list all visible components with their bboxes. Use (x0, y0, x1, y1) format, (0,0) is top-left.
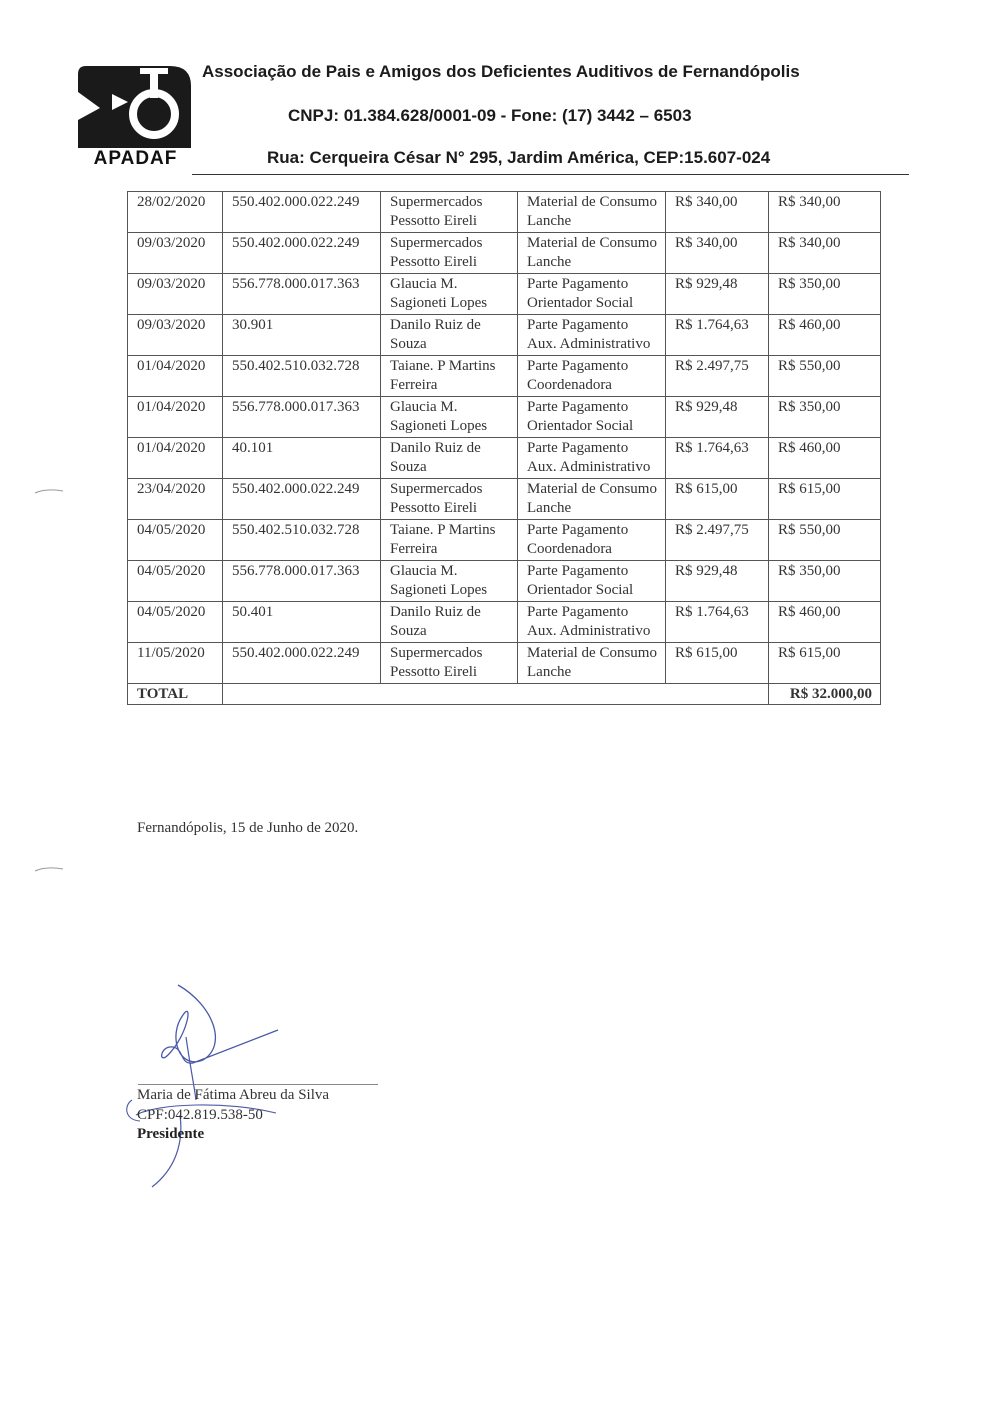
row-supplier: Taiane. P Martins Ferreira (381, 520, 518, 561)
expense-table-body (128, 192, 881, 705)
row-date: 28/02/2020 (128, 192, 223, 233)
total-label: TOTAL (128, 684, 223, 705)
header-divider (192, 174, 909, 175)
table-row (128, 233, 881, 274)
row-description: Parte Pagamento Aux. Administrativo (518, 315, 666, 356)
row-supplier: Danilo Ruiz de Souza (381, 438, 518, 479)
expense-table (127, 191, 881, 705)
row-date: 04/05/2020 (128, 520, 223, 561)
row-description: Parte Pagamento Orientador Social (518, 561, 666, 602)
row-document: 30.901 (223, 315, 381, 356)
row-date: 04/05/2020 (128, 602, 223, 643)
row-description: Parte Pagamento Coordenadora (518, 520, 666, 561)
row-paid-value: R$ 340,00 (769, 192, 881, 233)
place-date: Fernandópolis, 15 de Junho de 2020. (137, 820, 359, 836)
table-row (128, 192, 881, 233)
row-description: Material de Consumo Lanche (518, 479, 666, 520)
table-row (128, 356, 881, 397)
row-paid-value: R$ 460,00 (769, 602, 881, 643)
table-row (128, 438, 881, 479)
row-description: Material de Consumo Lanche (518, 192, 666, 233)
row-date: 01/04/2020 (128, 356, 223, 397)
row-supplier: Glaucia M. Sagioneti Lopes (381, 561, 518, 602)
organization-name: Associação de Pais e Amigos dos Deficientes Auditivos de Fernandópolis (202, 62, 800, 81)
row-supplier: Glaucia M. Sagioneti Lopes (381, 274, 518, 315)
row-supplier: Glaucia M. Sagioneti Lopes (381, 397, 518, 438)
cnpj-phone: CNPJ: 01.384.628/0001-09 - Fone: (17) 3442 – 6503 (288, 106, 692, 125)
row-date: 04/05/2020 (128, 561, 223, 602)
logo-wordmark: APADAF (93, 148, 178, 169)
row-document-value: R$ 340,00 (666, 233, 769, 274)
signer-cpf: CPF:042.819.538-50 (137, 1107, 263, 1123)
row-document-value: R$ 929,48 (666, 561, 769, 602)
row-document: 550.402.510.032.728 (223, 520, 381, 561)
row-paid-value: R$ 550,00 (769, 520, 881, 561)
row-document: 40.101 (223, 438, 381, 479)
row-description: Parte Pagamento Coordenadora (518, 356, 666, 397)
row-supplier: Taiane. P Martins Ferreira (381, 356, 518, 397)
total-spacer (223, 684, 769, 705)
table-row (128, 602, 881, 643)
signer-role: Presidente (137, 1126, 205, 1142)
total-row (128, 684, 881, 705)
row-paid-value: R$ 350,00 (769, 397, 881, 438)
row-paid-value: R$ 350,00 (769, 274, 881, 315)
row-document-value: R$ 340,00 (666, 192, 769, 233)
row-paid-value: R$ 460,00 (769, 438, 881, 479)
row-document: 550.402.000.022.249 (223, 192, 381, 233)
row-document-value: R$ 1.764,63 (666, 602, 769, 643)
row-paid-value: R$ 350,00 (769, 561, 881, 602)
row-paid-value: R$ 615,00 (769, 479, 881, 520)
row-document: 550.402.000.022.249 (223, 479, 381, 520)
row-document-value: R$ 929,48 (666, 274, 769, 315)
row-document-value: R$ 1.764,63 (666, 438, 769, 479)
row-document: 550.402.000.022.249 (223, 643, 381, 684)
table-row (128, 520, 881, 561)
row-supplier: Danilo Ruiz de Souza (381, 315, 518, 356)
row-document: 556.778.000.017.363 (223, 274, 381, 315)
row-document: 50.401 (223, 602, 381, 643)
row-supplier: Supermercados Pessotto Eireli (381, 643, 518, 684)
table-row (128, 315, 881, 356)
row-description: Material de Consumo Lanche (518, 643, 666, 684)
row-supplier: Supermercados Pessotto Eireli (381, 479, 518, 520)
table-row (128, 643, 881, 684)
row-date: 23/04/2020 (128, 479, 223, 520)
scan-mark-icon (34, 866, 64, 872)
row-supplier: Danilo Ruiz de Souza (381, 602, 518, 643)
row-supplier: Supermercados Pessotto Eireli (381, 192, 518, 233)
table-row (128, 397, 881, 438)
row-document-value: R$ 1.764,63 (666, 315, 769, 356)
row-document-value: R$ 2.497,75 (666, 356, 769, 397)
row-paid-value: R$ 550,00 (769, 356, 881, 397)
row-supplier: Supermercados Pessotto Eireli (381, 233, 518, 274)
row-description: Parte Pagamento Orientador Social (518, 397, 666, 438)
row-document-value: R$ 615,00 (666, 479, 769, 520)
row-date: 09/03/2020 (128, 233, 223, 274)
scan-mark-icon (34, 488, 64, 494)
row-description: Parte Pagamento Aux. Administrativo (518, 602, 666, 643)
row-paid-value: R$ 615,00 (769, 643, 881, 684)
table-row (128, 274, 881, 315)
row-document: 556.778.000.017.363 (223, 397, 381, 438)
row-document-value: R$ 2.497,75 (666, 520, 769, 561)
row-description: Parte Pagamento Orientador Social (518, 274, 666, 315)
handwritten-signature-icon (118, 975, 298, 1195)
row-description: Material de Consumo Lanche (518, 233, 666, 274)
address: Rua: Cerqueira César N° 295, Jardim América, CEP:15.607-024 (267, 148, 771, 167)
row-date: 09/03/2020 (128, 274, 223, 315)
total-value: R$ 32.000,00 (769, 684, 881, 705)
signer-name: Maria de Fátima Abreu da Silva (137, 1087, 330, 1103)
row-paid-value: R$ 340,00 (769, 233, 881, 274)
table-row (128, 561, 881, 602)
row-date: 11/05/2020 (128, 643, 223, 684)
row-document-value: R$ 929,48 (666, 397, 769, 438)
row-document: 550.402.000.022.249 (223, 233, 381, 274)
table-row (128, 479, 881, 520)
row-paid-value: R$ 460,00 (769, 315, 881, 356)
row-date: 01/04/2020 (128, 438, 223, 479)
row-document-value: R$ 615,00 (666, 643, 769, 684)
row-description: Parte Pagamento Aux. Administrativo (518, 438, 666, 479)
row-date: 09/03/2020 (128, 315, 223, 356)
row-document: 550.402.510.032.728 (223, 356, 381, 397)
row-date: 01/04/2020 (128, 397, 223, 438)
row-document: 556.778.000.017.363 (223, 561, 381, 602)
